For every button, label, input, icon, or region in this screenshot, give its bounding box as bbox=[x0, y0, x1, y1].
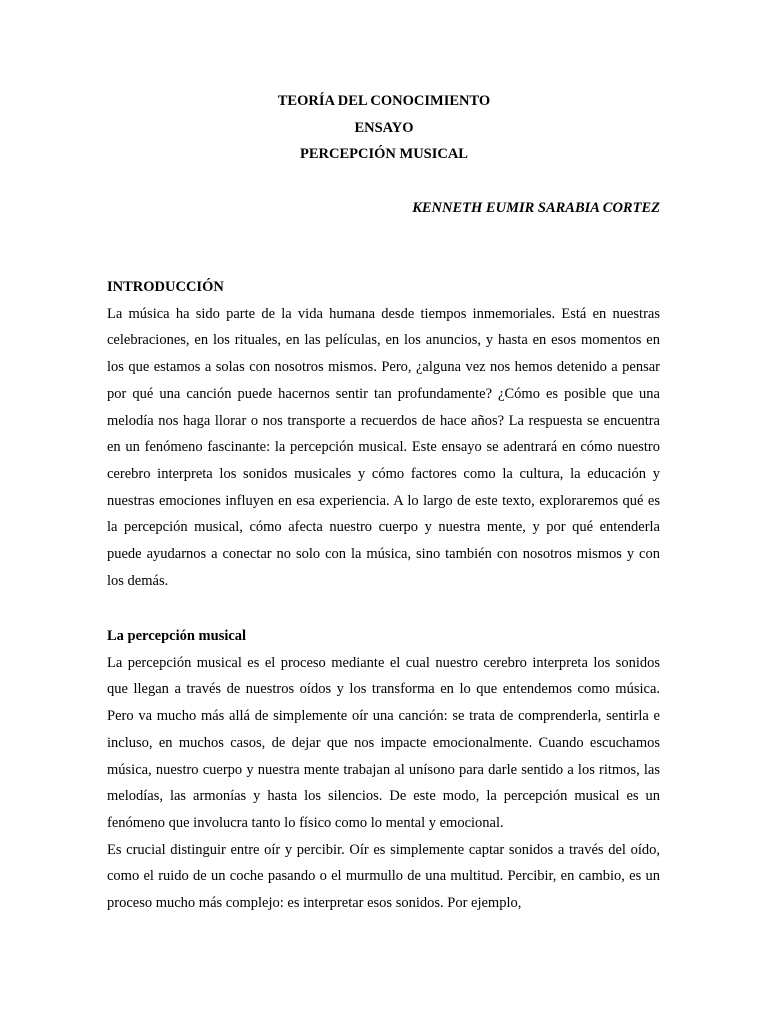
section-heading: La percepción musical bbox=[107, 628, 247, 644]
document-title-line-2: ENSAYO bbox=[354, 119, 414, 136]
author-name: KENNETH EUMIR SARABIA CORTEZ bbox=[412, 200, 660, 216]
paragraph: Es crucial distinguir entre oír y percibir. Oír es simplemente captar sonidos a través del oído, como el ruido de un coche pasando o el murmullo de una multitud. Percibir, en cambio, es un proceso mucho más complejo: es interpretar esos sonidos. Por ejemplo, bbox=[107, 841, 660, 912]
document-title-line-3: PERCEPCIÓN MUSICAL bbox=[300, 146, 468, 163]
section-introduccion bbox=[107, 274, 660, 594]
section-heading: INTRODUCCIÓN bbox=[107, 279, 224, 295]
paragraph: La percepción musical es el proceso mediante el cual nuestro cerebro interpreta los sonidos que llegan a través de nuestros oídos y los transforma en lo que entendemos como música. Pero va mucho más allá de simplemente oír una canción: se trata de comprenderla, sentirla e incluso, en muchos casos, de dejar que nos impacte emocionalmente. Cuando escuchamos música, nuestro cuerpo y nuestra mente trabajan al unísono para darle sentido a los ritmos, las melodías, las armonías y hasta los silencios. De este modo, la percepción musical es un fenómeno que involucra tanto lo físico como lo mental y emocional. bbox=[107, 654, 660, 831]
section-percepcion-musical bbox=[107, 623, 660, 917]
paragraph: La música ha sido parte de la vida humana desde tiempos inmemoriales. Está en nuestras celebraciones, en los rituales, en las películas, en los anuncios, y hasta en esos momentos en los que estamos a solas con nosotros mismos. Pero, ¿alguna vez nos hemos detenido a pensar por qué una canción puede hacernos sentir tan profundamente? ¿Cómo es posible que una melodía nos haga llorar o nos transporte a recuerdos de hace años? La respuesta se encuentra en un fenómeno fascinante: la percepción musical. Este ensayo se adentrará en cómo nuestro cerebro interpreta los sonidos musicales y cómo factores como la cultura, la educación y nuestras emociones influyen en esa experiencia. A lo largo de este texto, exploraremos qué es la percepción musical, cómo afecta nuestro cuerpo y nuestra mente, y por qué entenderla puede ayudarnos a conectar no solo con la música, sino también con nosotros mismos y con los demás. bbox=[107, 305, 660, 589]
document-title-block bbox=[0, 88, 768, 168]
document-title-line-1: TEORÍA DEL CONOCIMIENTO bbox=[277, 93, 491, 109]
